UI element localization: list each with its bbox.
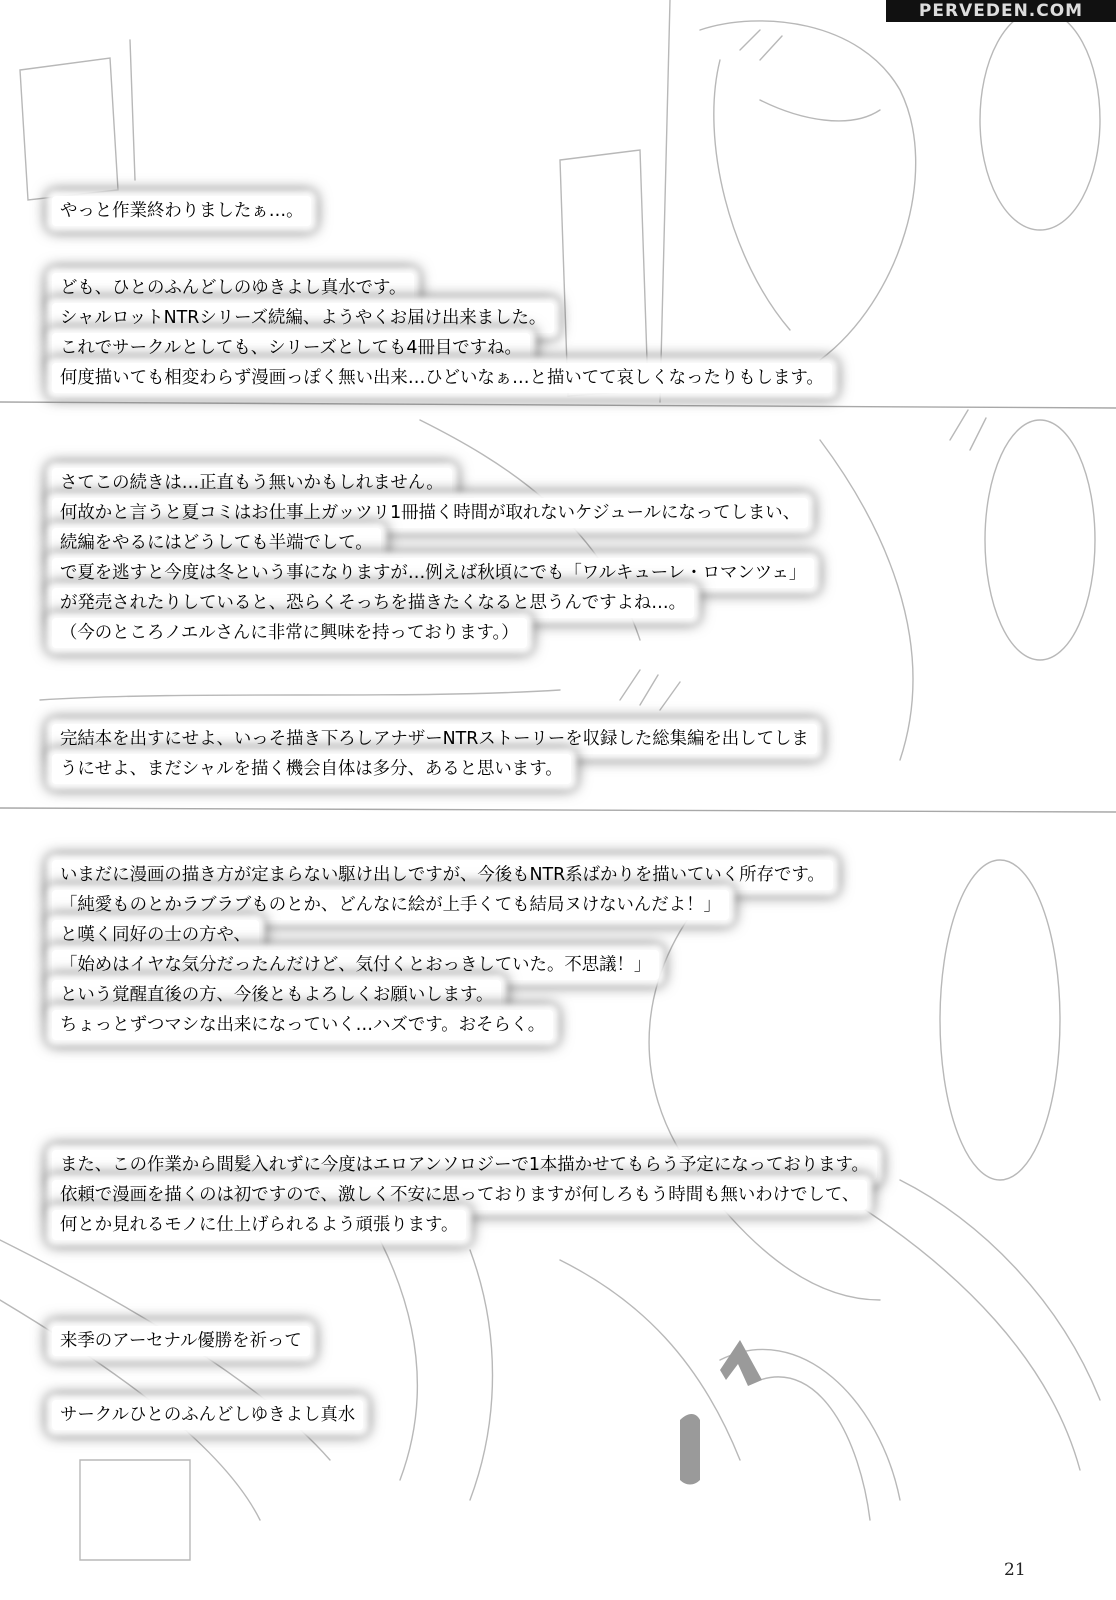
text-line: サークルひとのふんどしゆきよし真水: [52, 1400, 363, 1430]
text-line: うにせよ、まだシャルを描く機会自体は多分、あると思います。: [52, 754, 571, 784]
text-line: と嘆く同好の士の方や、: [52, 920, 259, 950]
text-line: が発売されたりしていると、恐らくそっちを描きたくなると思うんですよね…。: [52, 588, 694, 618]
text-line: 「始めはイヤな気分だったんだけど、気付くとおっきしていた。不思議！」: [52, 950, 659, 980]
text-line: シャルロットNTRシリーズ続編、ようやくお届け出来ました。: [52, 303, 554, 333]
text-line: という覚醒直後の方、今後ともよろしくお願いします。: [52, 980, 501, 1010]
text-line: で夏を逃すと今度は冬という事になりますが…例えば秋頃にでも「ワルキューレ・ロマンツェ」: [52, 558, 814, 588]
paragraph-5: [60, 860, 833, 1040]
text-line: 続編をやるにはどうしても半端でして。: [52, 528, 381, 558]
text-line: これでサークルとしても、シリーズとしても4冊目ですね。: [52, 333, 530, 363]
text-line: いまだに漫画の描き方が定まらない駆け出しですが、今後もNTR系ばかりを描いていく所存です。: [52, 860, 833, 890]
paragraph-2: [60, 273, 832, 393]
text-line: また、この作業から間髪入れずに今度はエロアンソロジーで1本描かせてもらう予定になっております。: [52, 1150, 877, 1180]
text-line: 何故かと言うと夏コミはお仕事上ガッツリ1冊描く時間が取れないケジュールになってしまい、: [52, 498, 808, 528]
text-line: 完結本を出すにせよ、いっそ描き下ろしアナザーNTRストーリーを収録した総集編を出してしま: [52, 724, 817, 754]
page-number: 21: [1004, 1560, 1026, 1580]
paragraph-7: [60, 1326, 310, 1356]
paragraph-1: [60, 196, 311, 226]
paragraph-4: [60, 724, 817, 784]
text-line: 何とか見れるモノに仕上げられるよう頑張ります。: [52, 1210, 466, 1240]
text-line: ちょっとずつマシな出来になっていく…ハズです。おそらく。: [52, 1010, 553, 1040]
paragraph-3: [60, 468, 814, 648]
text-line: 依頼で漫画を描くのは初ですので、激しく不安に思っておりますが何しろもう時間も無いわけでして、: [52, 1180, 867, 1210]
text-line: （今のところノエルさんに非常に興味を持っております。）: [52, 618, 527, 648]
paragraph-6: [60, 1150, 877, 1240]
text-line: さてこの続きは…正直もう無いかもしれません。: [52, 468, 452, 498]
watermark: PERVEDEN.COM: [886, 0, 1116, 22]
text-line: 来季のアーセナル優勝を祈って: [52, 1326, 310, 1356]
text-line: やっと作業終わりましたぁ…。: [52, 196, 311, 226]
text-line: ども、ひとのふんどしのゆきよし真水です。: [52, 273, 414, 303]
signature: [60, 1400, 363, 1430]
text-line: 「純愛ものとかラブラブものとか、どんなに絵が上手くても結局ヌけないんだよ！」: [52, 890, 729, 920]
text-line: 何度描いても相変わらず漫画っぽく無い出来…ひどいなぁ…と描いてて哀しくなったりもします。: [52, 363, 832, 393]
